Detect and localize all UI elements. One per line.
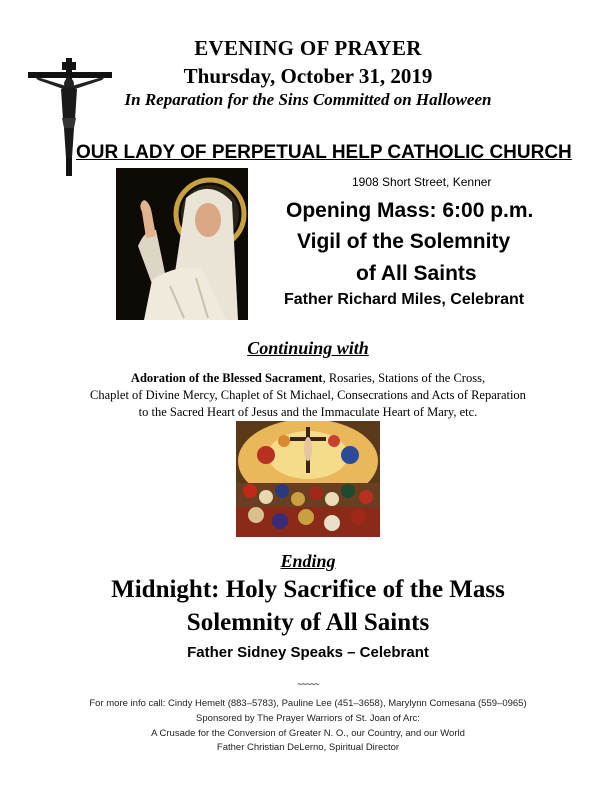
ending-heading: Ending (280, 551, 336, 571)
activities-line1 (0, 371, 616, 386)
contact-info: For more info call: Cindy Hemelt (883–5783), Pauline Lee (451–3658), Marylynn Comesana (559–0965) (89, 698, 527, 709)
page-title: EVENING OF PRAYER (194, 36, 422, 60)
event-date: Thursday, October 31, 2019 (183, 64, 433, 88)
activities-line1-rest: , Rosaries, Stations of the Cross, (322, 371, 486, 385)
crusade-line: A Crusade for the Conversion of Greater N. O., our Country, and our World (151, 728, 465, 739)
director-line: Father Christian DeLerno, Spiritual Director (216, 742, 400, 753)
opening-celebrant: Father Richard Miles, Celebrant (284, 291, 525, 308)
adoration-text: Adoration of the Blessed Sacrament (130, 371, 323, 385)
continuing-heading: Continuing with (247, 338, 369, 358)
activities-line2: Chaplet of Divine Mercy, Chaplet of St Michael, Consecrations and Acts of Reparation (90, 388, 526, 402)
opening-mass-time: Opening Mass: 6:00 p.m. (286, 199, 534, 222)
midnight-mass: Midnight: Holy Sacrifice of the Mass (111, 576, 505, 603)
solemnity-title: Solemnity of All Saints (186, 609, 430, 636)
praying-saint-image (116, 168, 248, 320)
church-address: 1908 Short Street, Kenner (352, 175, 492, 189)
activities-line3: to the Sacred Heart of Jesus and the Immaculate Heart of Mary, etc. (138, 405, 478, 419)
event-subtitle: In Reparation for the Sins Committed on Halloween (124, 90, 492, 109)
ending-celebrant: Father Sidney Speaks – Celebrant (187, 644, 429, 661)
vigil-title-line2: of All Saints (356, 262, 477, 285)
all-saints-painting (236, 421, 380, 537)
church-name: OUR LADY OF PERPETUAL HELP CATHOLIC CHURCH (76, 142, 572, 163)
footer-separator: ~~~~~ (297, 679, 319, 689)
sponsor-line: Sponsored by The Prayer Warriors of St. Joan of Arc: (196, 713, 420, 724)
vigil-title-line1: Vigil of the Solemnity (297, 230, 511, 253)
